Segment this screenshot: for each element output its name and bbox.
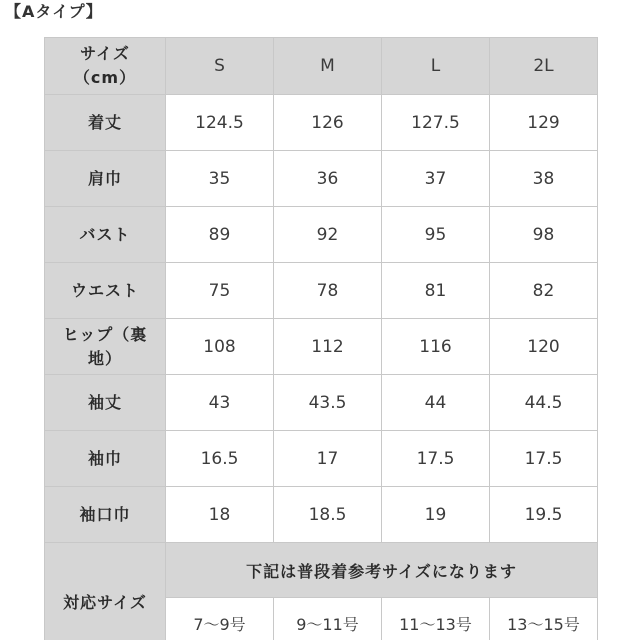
row-label: [45, 319, 166, 375]
table-cell: 124.5: [166, 95, 274, 151]
fit-size-cell: 9〜11号: [274, 598, 382, 640]
table-cell: 75: [166, 263, 274, 319]
row-label: 袖口巾: [45, 487, 166, 543]
table-cell: 129: [490, 95, 598, 151]
table-row: [45, 487, 598, 543]
size-header-m: M: [274, 38, 382, 95]
table-cell: 19.5: [490, 487, 598, 543]
table-cell: 44: [382, 375, 490, 431]
fit-size-cell: 13〜15号: [490, 598, 598, 640]
table-cell: 112: [274, 319, 382, 375]
size-header-l: L: [382, 38, 490, 95]
table-cell: 116: [382, 319, 490, 375]
table-cell: 81: [382, 263, 490, 319]
table-row: [45, 319, 598, 375]
table-cell: 36: [274, 151, 382, 207]
fit-note-row: [45, 543, 598, 598]
size-header-label: [45, 38, 166, 95]
table-cell: 18.5: [274, 487, 382, 543]
row-label-line1: ヒップ（裏: [62, 324, 148, 344]
row-label: 袖巾: [45, 431, 166, 487]
table-row: [45, 207, 598, 263]
fit-size-cell: 11〜13号: [382, 598, 490, 640]
table-cell: 17.5: [382, 431, 490, 487]
table-cell: 126: [274, 95, 382, 151]
table-cell: 98: [490, 207, 598, 263]
size-chart-table: [44, 37, 598, 640]
table-cell: 82: [490, 263, 598, 319]
table-caption: 【Aタイプ】: [5, 2, 103, 21]
table-header-row: [45, 38, 598, 95]
table-cell: 95: [382, 207, 490, 263]
table-cell: 44.5: [490, 375, 598, 431]
table-cell: 120: [490, 319, 598, 375]
table-cell: 92: [274, 207, 382, 263]
row-label: 着丈: [45, 95, 166, 151]
size-header-s: S: [166, 38, 274, 95]
table-cell: 37: [382, 151, 490, 207]
table-cell: 108: [166, 319, 274, 375]
fit-size-cell: 7〜9号: [166, 598, 274, 640]
table-row: [45, 375, 598, 431]
table-cell: 18: [166, 487, 274, 543]
table-cell: 17: [274, 431, 382, 487]
table-row: [45, 431, 598, 487]
size-header-label-line1: サイズ: [80, 44, 130, 63]
row-label: 肩巾: [45, 151, 166, 207]
table-cell: 17.5: [490, 431, 598, 487]
table-cell: 127.5: [382, 95, 490, 151]
table-row: [45, 151, 598, 207]
table-cell: 19: [382, 487, 490, 543]
size-header-2l: 2L: [490, 38, 598, 95]
fit-size-label: 対応サイズ: [45, 543, 166, 640]
table-cell: 35: [166, 151, 274, 207]
table-cell: 16.5: [166, 431, 274, 487]
row-label-line2: 地）: [87, 348, 122, 368]
table-cell: 43: [166, 375, 274, 431]
size-header-label-line2: （cm）: [73, 68, 137, 87]
table-cell: 89: [166, 207, 274, 263]
table-cell: 38: [490, 151, 598, 207]
table-row: [45, 263, 598, 319]
row-label: ウエスト: [45, 263, 166, 319]
table-cell: 43.5: [274, 375, 382, 431]
fit-size-note: 下記は普段着参考サイズになります: [166, 543, 598, 598]
row-label: 袖丈: [45, 375, 166, 431]
table-cell: 78: [274, 263, 382, 319]
table-row: [45, 95, 598, 151]
row-label: バスト: [45, 207, 166, 263]
